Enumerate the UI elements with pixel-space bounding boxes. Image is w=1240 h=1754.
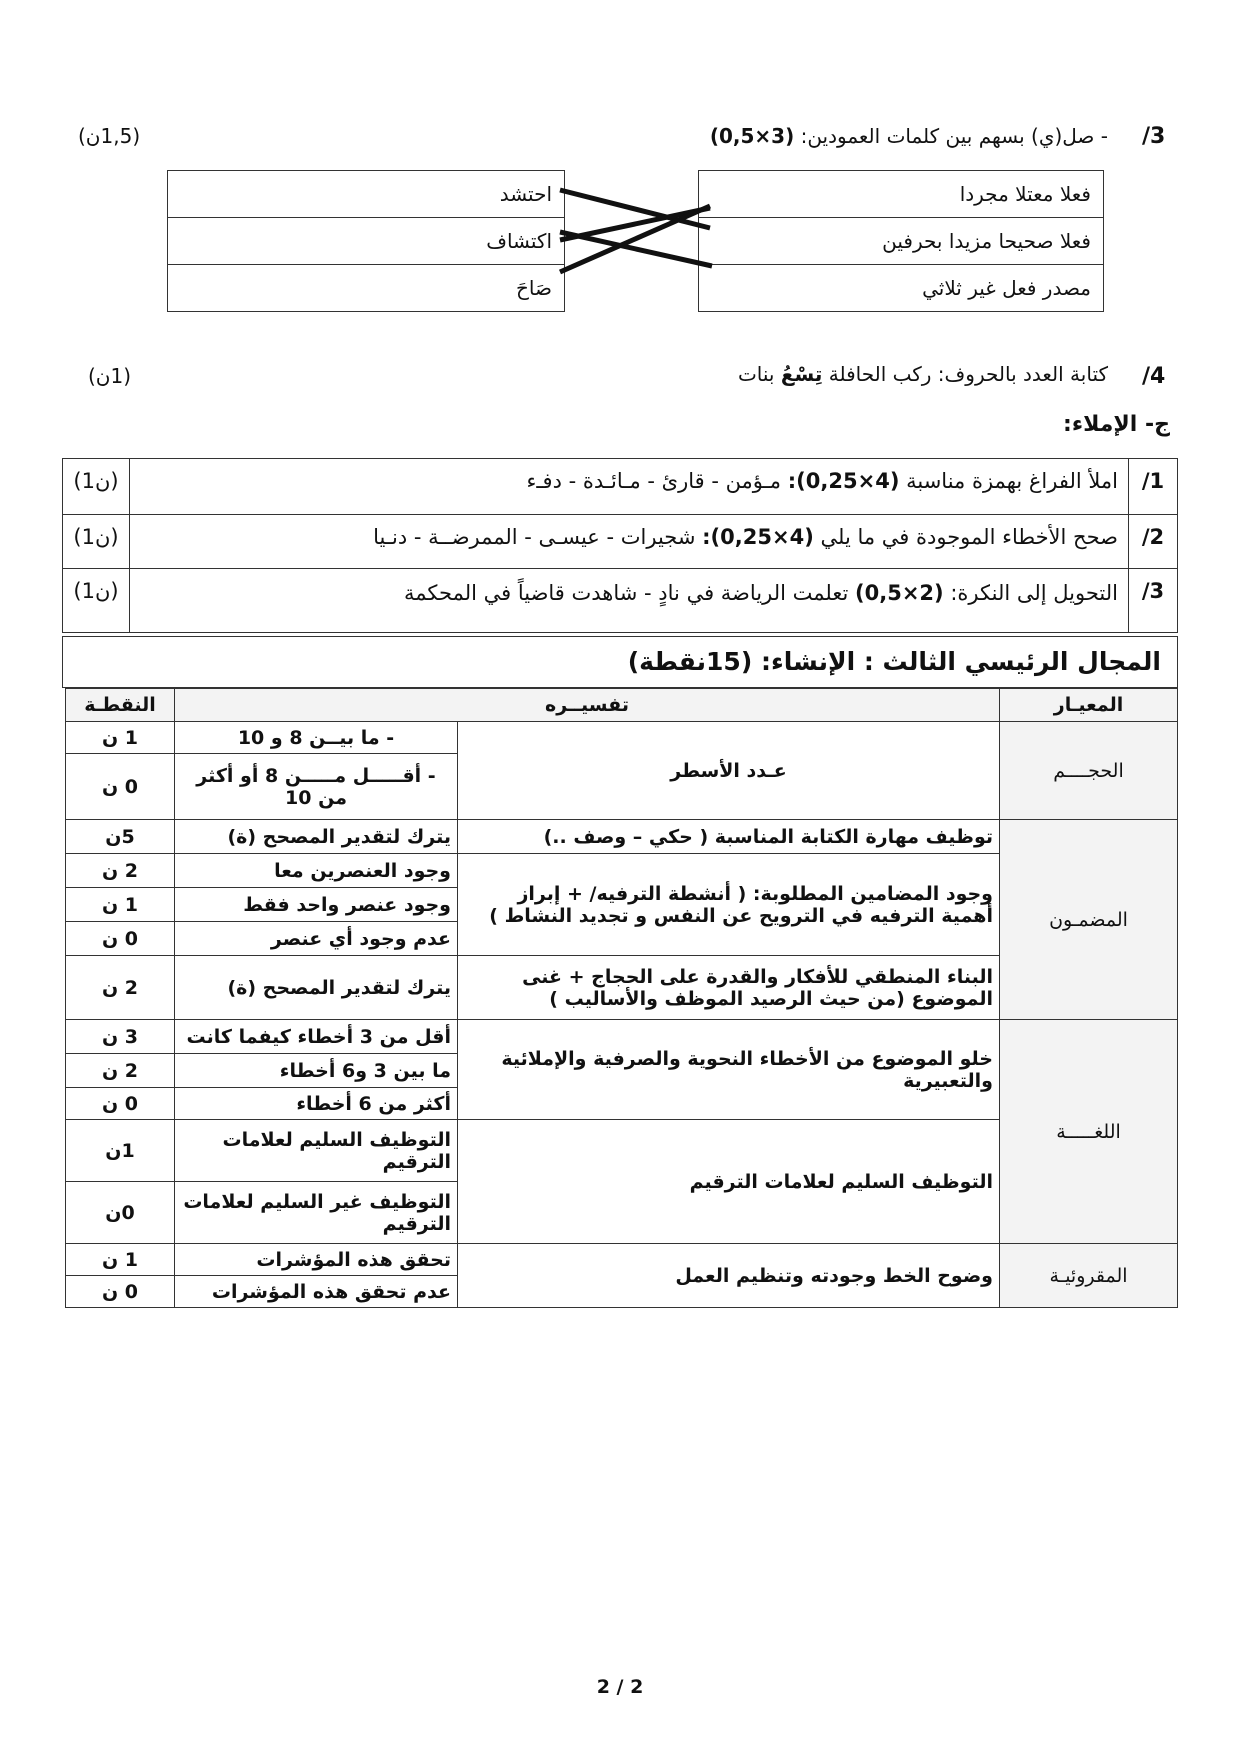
condition-cell: عدم تحقق هذه المؤشرات	[175, 1276, 458, 1308]
points-cell: 2 ن	[66, 854, 175, 888]
condition-cell: أكثر من 6 أخطاء	[175, 1088, 458, 1120]
imla-num: /1	[1129, 459, 1178, 515]
imla-question	[130, 515, 1129, 569]
explanation-cell: وجود المضامين المطلوبة: ( أنشطة الترفيه/ + إبراز أهمية الترفيه في الترويح عن النفس و تجديد النشاط )	[458, 854, 1000, 956]
q4-instruction: كتابة العدد بالحروف: ركب الحافلة	[828, 362, 1108, 386]
imla-score: (1ن)	[63, 515, 130, 569]
right-item: فعلا صحيحا مزيدا بحرفين	[699, 218, 1104, 265]
criterion-size: الحجــــم	[1000, 722, 1178, 820]
points-cell: 5ن	[66, 820, 175, 854]
left-item: صَاحَ	[168, 265, 565, 312]
points-cell: 2 ن	[66, 1054, 175, 1088]
imla-marks: (2×0,5)	[855, 581, 944, 605]
left-item: اكتشاف	[168, 218, 565, 265]
right-item: مصدر فعل غير ثلاثي	[699, 265, 1104, 312]
condition-cell: التوظيف غير السليم لعلامات الترقيم	[175, 1182, 458, 1244]
imla-num: /2	[1129, 515, 1178, 569]
condition-cell: تحقق هذه المؤشرات	[175, 1244, 458, 1276]
q4-text	[738, 362, 1108, 386]
imla-marks: (4×0,25):	[702, 525, 814, 549]
criterion-readability: المقروئيـة	[1000, 1244, 1178, 1308]
condition-cell: - أقـــــل مـــــن 8 أو أكثر من 10	[175, 754, 458, 820]
condition-cell: التوظيف السليم لعلامات الترقيم	[175, 1120, 458, 1182]
imla-num: /3	[1129, 569, 1178, 633]
condition-cell: - ما بيــن 8 و 10	[175, 722, 458, 754]
points-cell: 2 ن	[66, 956, 175, 1020]
q3-score: (1,5ن)	[78, 124, 141, 148]
q4-tail: بنات	[737, 362, 775, 386]
page-number: 2 / 2	[596, 1676, 644, 1698]
explanation-cell: توظيف مهارة الكتابة المناسبة ( حكي – وصف ..)	[458, 820, 1000, 854]
imla-text: املأ الفراغ بهمزة مناسبة	[906, 469, 1118, 493]
points-cell: 1 ن	[66, 1244, 175, 1276]
points-cell: 1ن	[66, 1120, 175, 1182]
imla-question	[130, 569, 1129, 633]
points-cell: 0ن	[66, 1182, 175, 1244]
right-item: فعلا معتلا مجردا	[699, 171, 1104, 218]
criterion-language: اللغـــــة	[1000, 1020, 1178, 1244]
explanation-cell: خلو الموضوع من الأخطاء النحوية والصرفية والإملائية والتعبيرية	[458, 1020, 1000, 1120]
q4-score: (1ن)	[88, 364, 132, 388]
q3-marks: (3×0,5)	[709, 124, 795, 148]
q3-number: /3	[1142, 124, 1166, 149]
explanation-cell: وضوح الخط وجودته وتنظيم العمل	[458, 1244, 1000, 1308]
condition-cell: عدم وجود أي عنصر	[175, 922, 458, 956]
points-cell: 1 ن	[66, 888, 175, 922]
condition-cell: وجود العنصرين معا	[175, 854, 458, 888]
condition-cell: ما بين 3 و6 أخطاء	[175, 1054, 458, 1088]
section-title: المجال الرئيسي الثالث : الإنشاء: (15نقطة)	[62, 636, 1178, 688]
explanation-cell: التوظيف السليم لعلامات الترقيم	[458, 1120, 1000, 1244]
imla-score: (1ن)	[63, 569, 130, 633]
points-cell: 0 ن	[66, 1088, 175, 1120]
explanation-cell: عـدد الأسطر	[458, 722, 1000, 820]
q4-number: /4	[1142, 364, 1166, 389]
left-item: احتشد	[168, 171, 565, 218]
imla-items: شجيرات - عيسـى - الممرضــة - دنـيا	[373, 525, 696, 549]
grading-table	[65, 688, 1178, 1308]
imla-question	[130, 459, 1129, 515]
q4-number-word: تِسْعُ	[780, 362, 823, 386]
points-cell: 0 ن	[66, 1276, 175, 1308]
imla-items: مـؤمن - قارئ - مـائـدة - دفـء	[526, 469, 782, 493]
imla-text: التحويل إلى النكرة:	[950, 581, 1118, 605]
imla-marks: (4×0,25):	[787, 469, 900, 493]
imla-title: ج- الإملاء:	[1063, 412, 1170, 437]
condition-cell: يترك لتقدير المصحح (ة)	[175, 956, 458, 1020]
header-points: النقطـة	[66, 689, 175, 722]
imla-items: تعلمت الرياضة في نادٍ - شاهدت قاضياً في المحكمة	[404, 581, 849, 605]
points-cell: 1 ن	[66, 722, 175, 754]
explanation-cell: البناء المنطقي للأفكار والقدرة على الحجاج + غنى الموضوع (من حيث الرصيد الموظف والأساليب )	[458, 956, 1000, 1020]
header-explanation: تفسيــره	[175, 689, 1000, 722]
criterion-content: المضمـون	[1000, 820, 1178, 1020]
condition-cell: أقل من 3 أخطاء كيفما كانت	[175, 1020, 458, 1054]
matching-arrows	[0, 0, 1240, 400]
condition-cell: يترك لتقدير المصحح (ة)	[175, 820, 458, 854]
header-criterion: المعيـار	[1000, 689, 1178, 722]
points-cell: 3 ن	[66, 1020, 175, 1054]
condition-cell: وجود عنصر واحد فقط	[175, 888, 458, 922]
points-cell: 0 ن	[66, 922, 175, 956]
points-cell: 0 ن	[66, 754, 175, 820]
q3-instruction: - صل(ي) بسهم بين كلمات العمودين:	[800, 124, 1108, 148]
imla-score: (1ن)	[63, 459, 130, 515]
imla-text: صحح الأخطاء الموجودة في ما يلي	[820, 525, 1118, 549]
imla-table	[62, 458, 1178, 633]
